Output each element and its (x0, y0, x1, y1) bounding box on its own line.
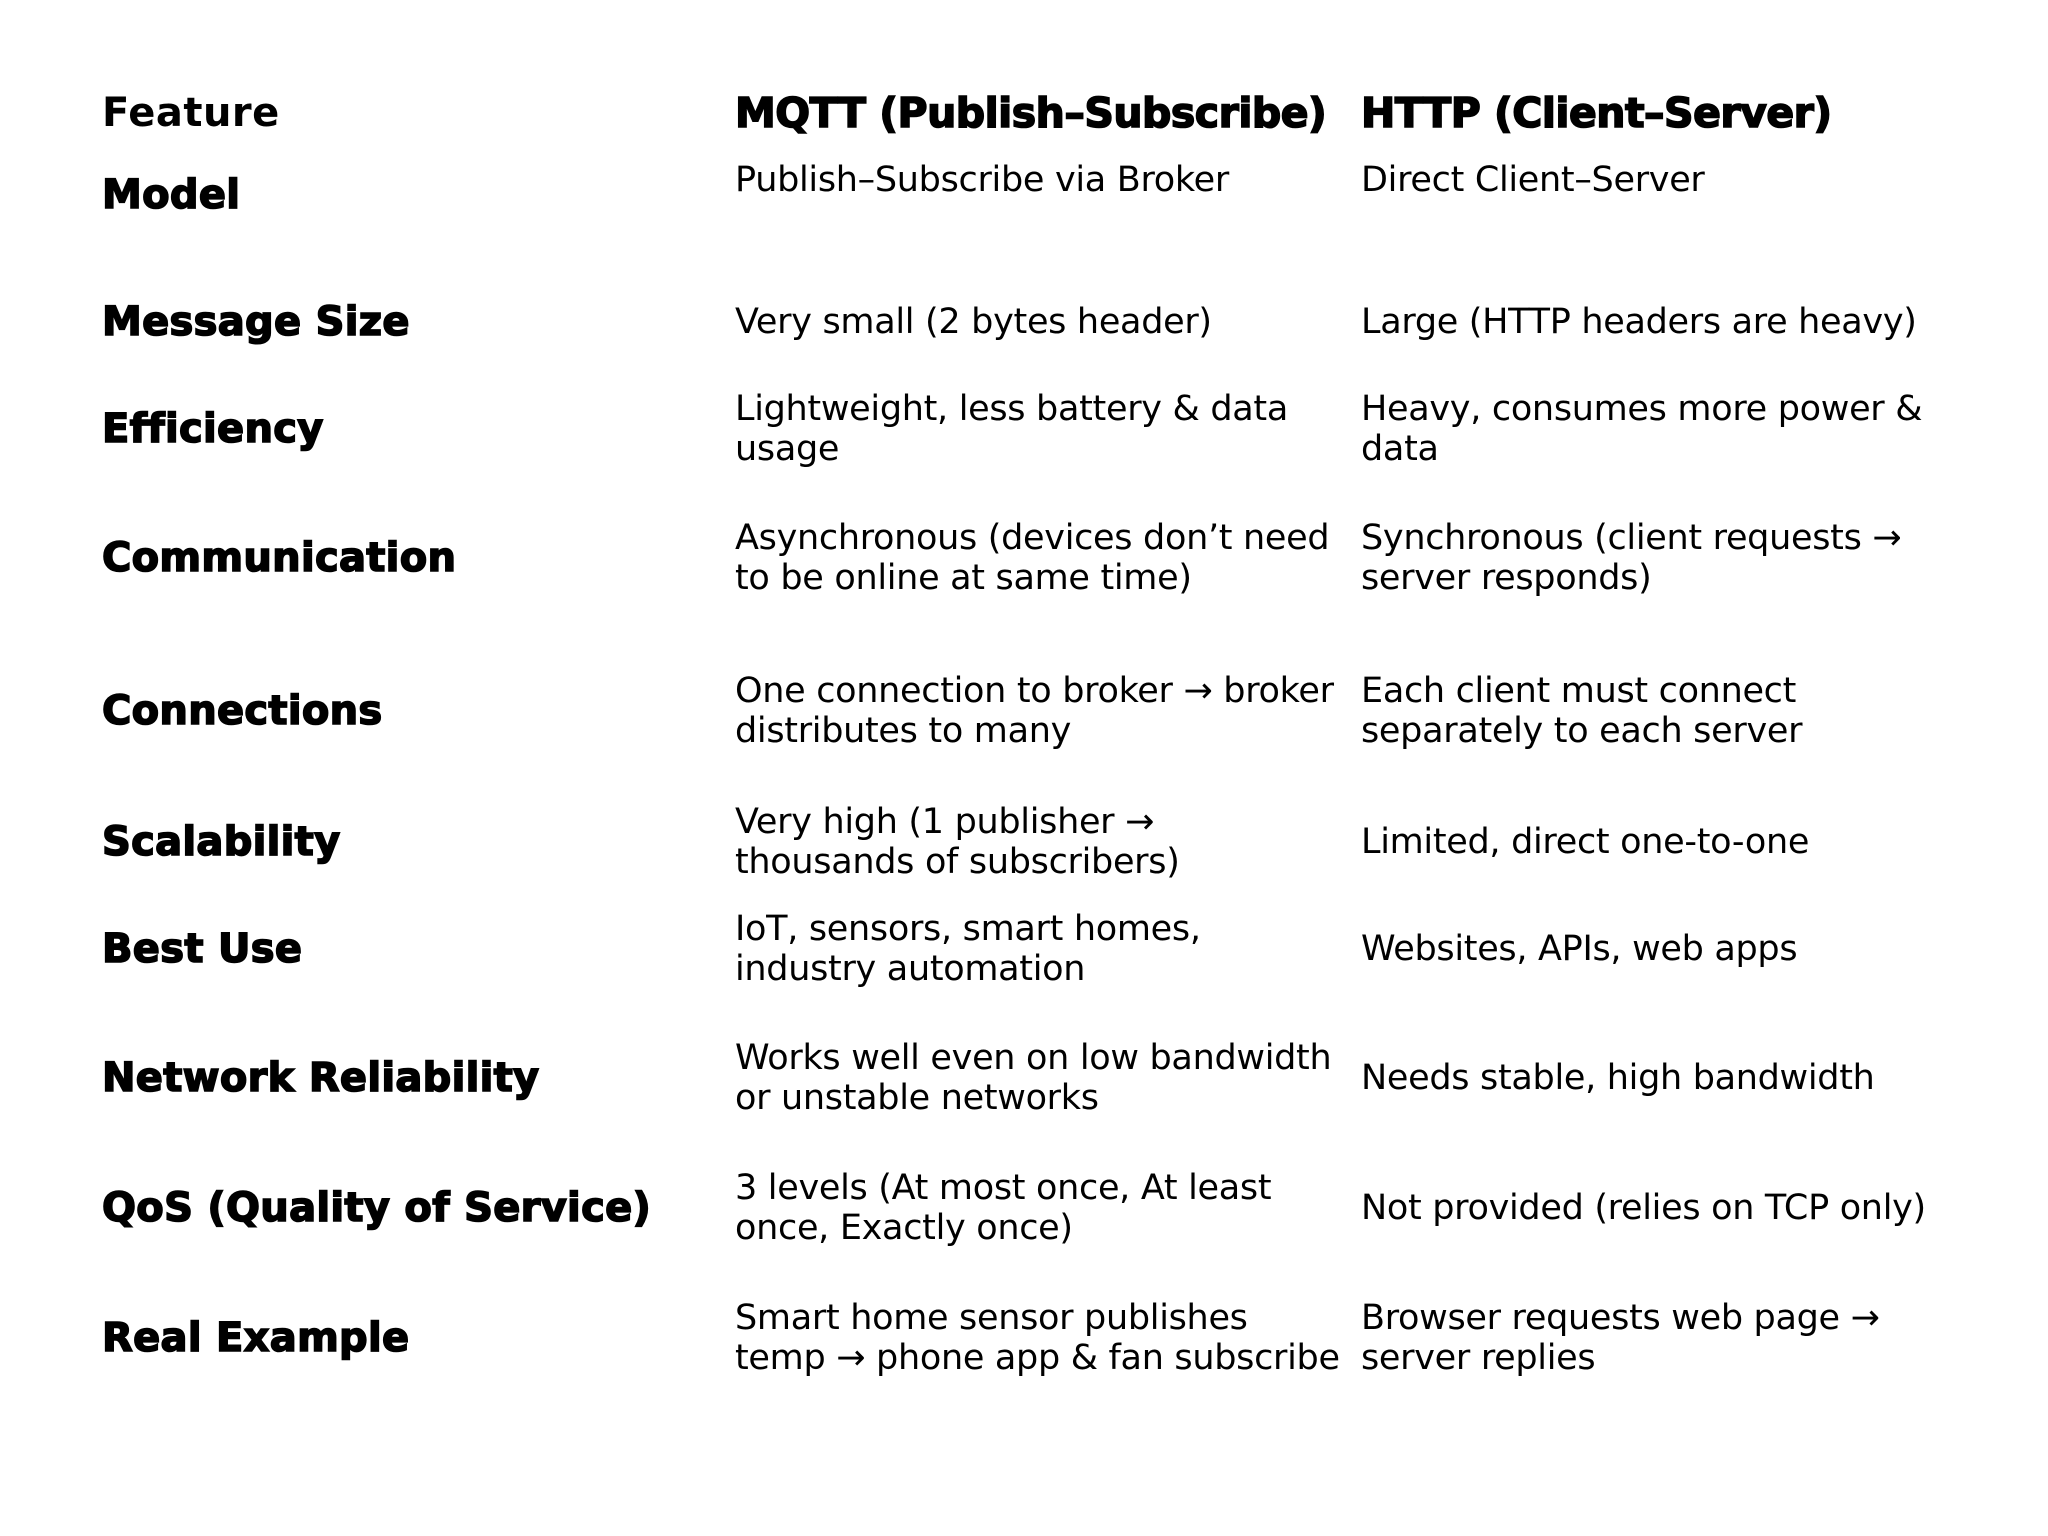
row-mqtt-value: Asynchronous (devices don’t need to be online at same time) (735, 518, 1330, 598)
table-header-row (92, 72, 1972, 154)
row-mqtt-value: Very high (1 publisher → thousands of subscribers) (735, 802, 1180, 882)
table-row (92, 1154, 1972, 1262)
row-feature: Network Reliability (102, 1055, 540, 1101)
row-mqtt-value: IoT, sensors, smart homes, industry automation (735, 909, 1201, 989)
row-mqtt-value: Publish–Subscribe via Broker (735, 160, 1229, 200)
row-http-value: Browser requests web page → server replies (1361, 1298, 1880, 1378)
table-row (92, 634, 1972, 788)
header-http: HTTP (Client–Server) (1361, 89, 1832, 137)
table-row (92, 896, 1972, 1002)
row-feature: Communication (102, 535, 457, 581)
row-feature: QoS (Quality of Service) (102, 1185, 652, 1231)
row-http-value: Each client must connect separately to each server (1361, 671, 1803, 751)
row-feature: Connections (102, 688, 383, 734)
row-http-value: Websites, APIs, web apps (1361, 929, 1798, 969)
row-mqtt-value: One connection to broker → broker distributes to many (735, 671, 1334, 751)
table-row (92, 1262, 1972, 1414)
row-mqtt-value: Lightweight, less battery & data usage (735, 389, 1288, 469)
row-feature: Best Use (102, 926, 303, 972)
table-row (92, 154, 1972, 268)
row-http-value: Needs stable, high bandwidth (1361, 1058, 1875, 1098)
header-mqtt: MQTT (Publish–Subscribe) (735, 89, 1327, 137)
row-mqtt-value: Works well even on low bandwidth or unstable networks (735, 1038, 1332, 1118)
row-http-value: Heavy, consumes more power & data (1361, 389, 1923, 469)
header-feature: Feature (102, 90, 280, 136)
row-feature: Message Size (102, 299, 410, 345)
row-feature: Efficiency (102, 406, 324, 452)
table-row (92, 482, 1972, 634)
table-row (92, 268, 1972, 376)
row-http-value: Limited, direct one-to-one (1361, 822, 1810, 862)
row-http-value: Not provided (relies on TCP only) (1361, 1188, 1926, 1228)
row-feature: Model (102, 172, 241, 218)
table-row (92, 1002, 1972, 1154)
comparison-table (92, 72, 1972, 1414)
row-mqtt-value: Very small (2 bytes header) (735, 302, 1212, 342)
row-http-value: Large (HTTP headers are heavy) (1361, 302, 1917, 342)
table-row (92, 788, 1972, 896)
row-mqtt-value: Smart home sensor publishes temp → phone app & fan subscribe (735, 1298, 1340, 1378)
row-http-value: Synchronous (client requests → server responds) (1361, 518, 1902, 598)
row-feature: Real Example (102, 1315, 410, 1361)
row-feature: Scalability (102, 819, 341, 865)
row-mqtt-value: 3 levels (At most once, At least once, Exactly once) (735, 1168, 1272, 1248)
table-row (92, 376, 1972, 482)
row-http-value: Direct Client–Server (1361, 160, 1705, 200)
